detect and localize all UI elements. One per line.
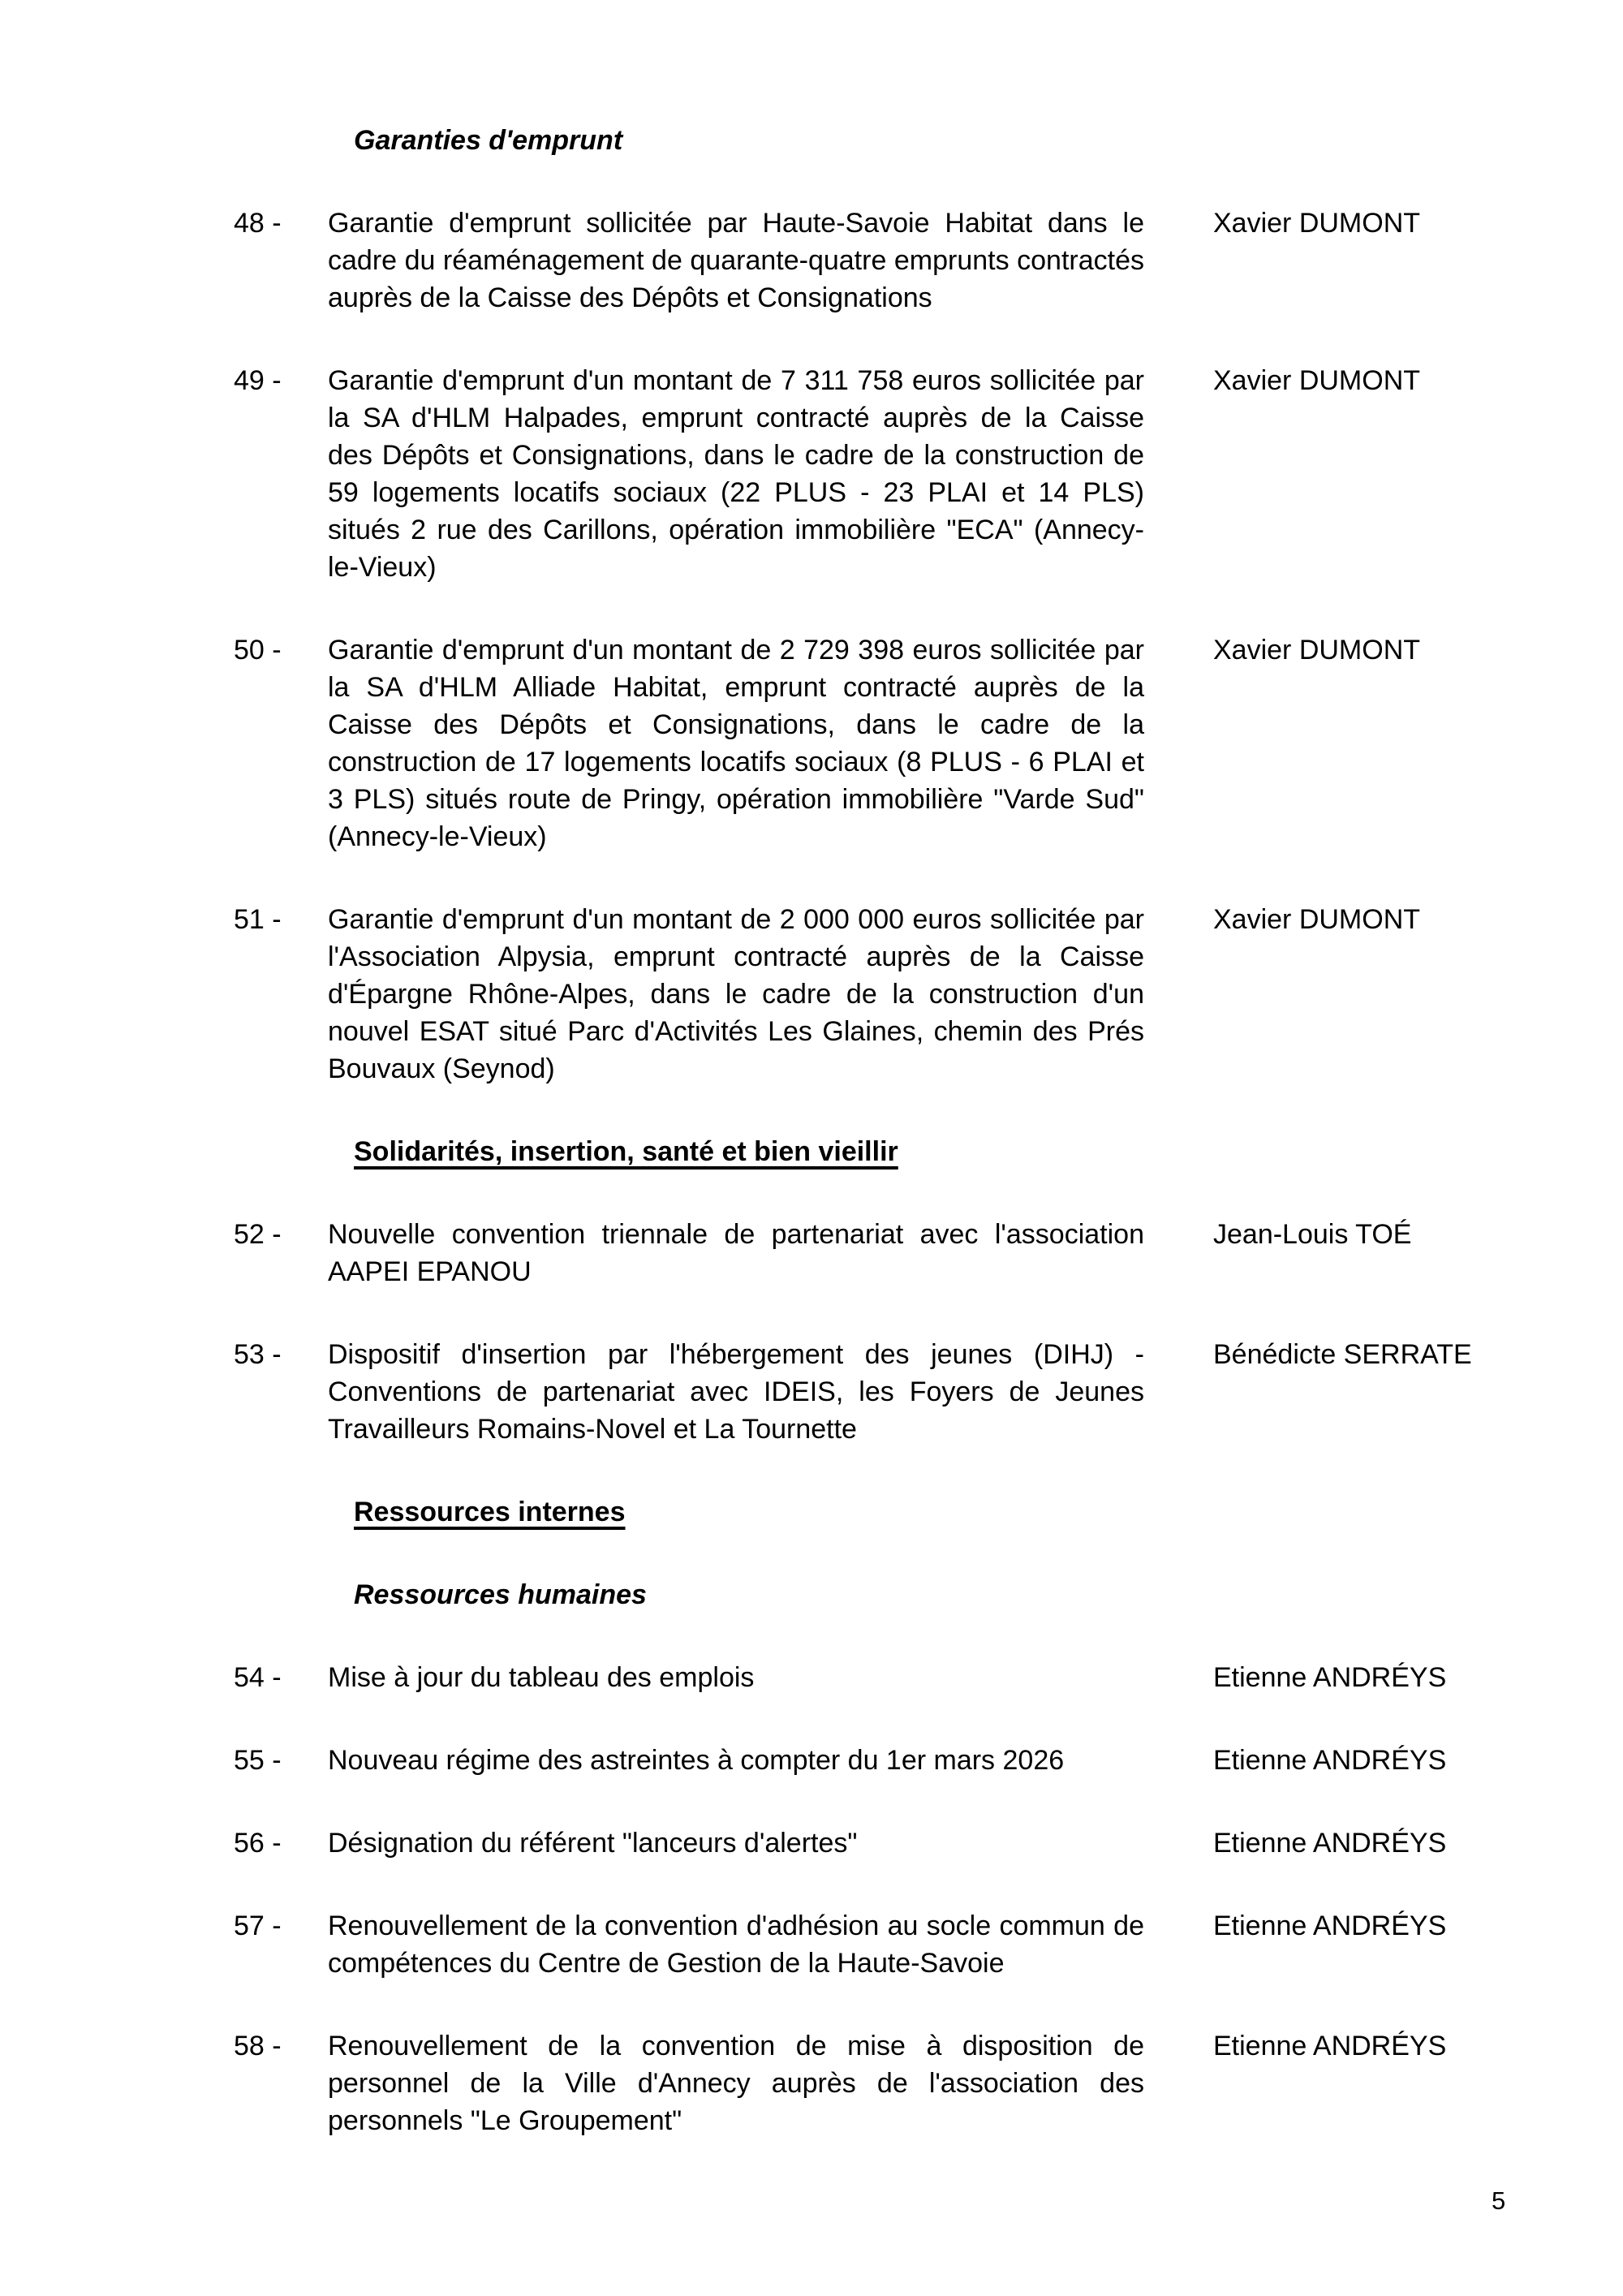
item-number: 49 -	[234, 365, 282, 396]
section-heading-solidarites-insertion-sante: Solidarités, insertion, santé et bien vieillir	[354, 1136, 898, 1167]
item-number: 51 -	[234, 904, 282, 935]
item-rapporteur: Xavier DUMONT	[1213, 365, 1421, 396]
item-rapporteur: Xavier DUMONT	[1213, 635, 1421, 666]
item-number: 55 -	[234, 1745, 282, 1776]
item-rapporteur: Xavier DUMONT	[1213, 208, 1421, 239]
item-rapporteur: Xavier DUMONT	[1213, 904, 1421, 935]
item-number: 53 -	[234, 1339, 282, 1370]
item-number: 52 -	[234, 1219, 282, 1250]
item-title: Renouvellement de la convention d'adhésion au socle commun de compétences du Centre de Gestion de la Haute-Savoie	[328, 1910, 1144, 1979]
item-title: Dispositif d'insertion par l'hébergement des jeunes (DIHJ) - Conventions de partenariat avec IDEIS, les Foyers de Jeunes Travailleurs Romains-Novel et La Tournette	[328, 1339, 1144, 1445]
item-number: 57 -	[234, 1910, 282, 1941]
item-title: Nouvelle convention triennale de partenariat avec l'association AAPEI EPANOU	[328, 1219, 1144, 1287]
section-heading-garanties-demprunt: Garanties d'emprunt	[354, 125, 623, 156]
item-title: Désignation du référent "lanceurs d'alertes"	[328, 1828, 858, 1859]
item-rapporteur: Etienne ANDRÉYS	[1213, 1828, 1447, 1859]
item-rapporteur: Etienne ANDRÉYS	[1213, 1662, 1447, 1693]
agenda-item-56	[234, 1824, 1623, 1862]
agenda-item-51	[234, 901, 1623, 1088]
item-title: Mise à jour du tableau des emplois	[328, 1662, 755, 1693]
agenda-item-49	[234, 362, 1623, 586]
item-number: 54 -	[234, 1662, 282, 1693]
agenda-item-53	[234, 1336, 1623, 1448]
agenda-item-55	[234, 1742, 1623, 1779]
item-title: Garantie d'emprunt d'un montant de 2 729 398 euros sollicitée par la SA d'HLM Alliade Habitat, emprunt contracté auprès de la Caisse des Dépôts et Consignations, dans le cadre de la construction de 17 logements locatifs sociaux (8 PLUS - 6 PLAI et 3 PLS) situés route de Pringy, opération immobilière "Varde Sud" (Annecy-le-Vieux)	[328, 635, 1144, 852]
agenda-item-50	[234, 631, 1623, 855]
item-rapporteur: Jean-Louis TOÉ	[1213, 1219, 1412, 1250]
section-heading-ressources-internes: Ressources internes	[354, 1497, 626, 1527]
agenda-item-48	[234, 205, 1623, 317]
item-rapporteur: Etienne ANDRÉYS	[1213, 1910, 1447, 1941]
item-rapporteur: Bénédicte SERRATE	[1213, 1339, 1472, 1370]
item-number: 48 -	[234, 208, 282, 239]
item-number: 58 -	[234, 2031, 282, 2061]
agenda-item-58	[234, 2027, 1623, 2139]
agenda-item-57	[234, 1907, 1623, 1982]
item-number: 50 -	[234, 635, 282, 666]
item-title: Renouvellement de la convention de mise à disposition de personnel de la Ville d'Annecy auprès de l'association des personnels "Le Groupement"	[328, 2031, 1144, 2136]
item-rapporteur: Etienne ANDRÉYS	[1213, 2031, 1447, 2061]
item-title: Garantie d'emprunt d'un montant de 2 000 000 euros sollicitée par l'Association Alpysia, emprunt contracté auprès de la Caisse d'Épargne Rhône-Alpes, dans le cadre de la construction d'un nouvel ESAT situé Parc d'Activités Les Glaines, chemin des Prés Bouvaux (Seynod)	[328, 904, 1144, 1084]
item-number: 56 -	[234, 1828, 282, 1859]
item-rapporteur: Etienne ANDRÉYS	[1213, 1745, 1447, 1776]
item-title: Garantie d'emprunt sollicitée par Haute-Savoie Habitat dans le cadre du réaménagement de quarante-quatre emprunts contractés auprès de la Caisse des Dépôts et Consignations	[328, 208, 1144, 313]
agenda-item-54	[234, 1659, 1623, 1696]
item-title: Garantie d'emprunt d'un montant de 7 311 758 euros sollicitée par la SA d'HLM Halpades, emprunt contracté auprès de la Caisse des Dépôts et Consignations, dans le cadre de la construction de 59 logements locatifs sociaux (22 PLUS - 23 PLAI et 14 PLS) situés 2 rue des Carillons, opération immobilière "ECA" (Annecy-le-Vieux)	[328, 365, 1144, 583]
page-number: 5	[1492, 2186, 1506, 2215]
item-title: Nouveau régime des astreintes à compter du 1er mars 2026	[328, 1745, 1065, 1776]
agenda-item-52	[234, 1216, 1623, 1290]
subsection-heading-ressources-humaines: Ressources humaines	[354, 1579, 647, 1610]
